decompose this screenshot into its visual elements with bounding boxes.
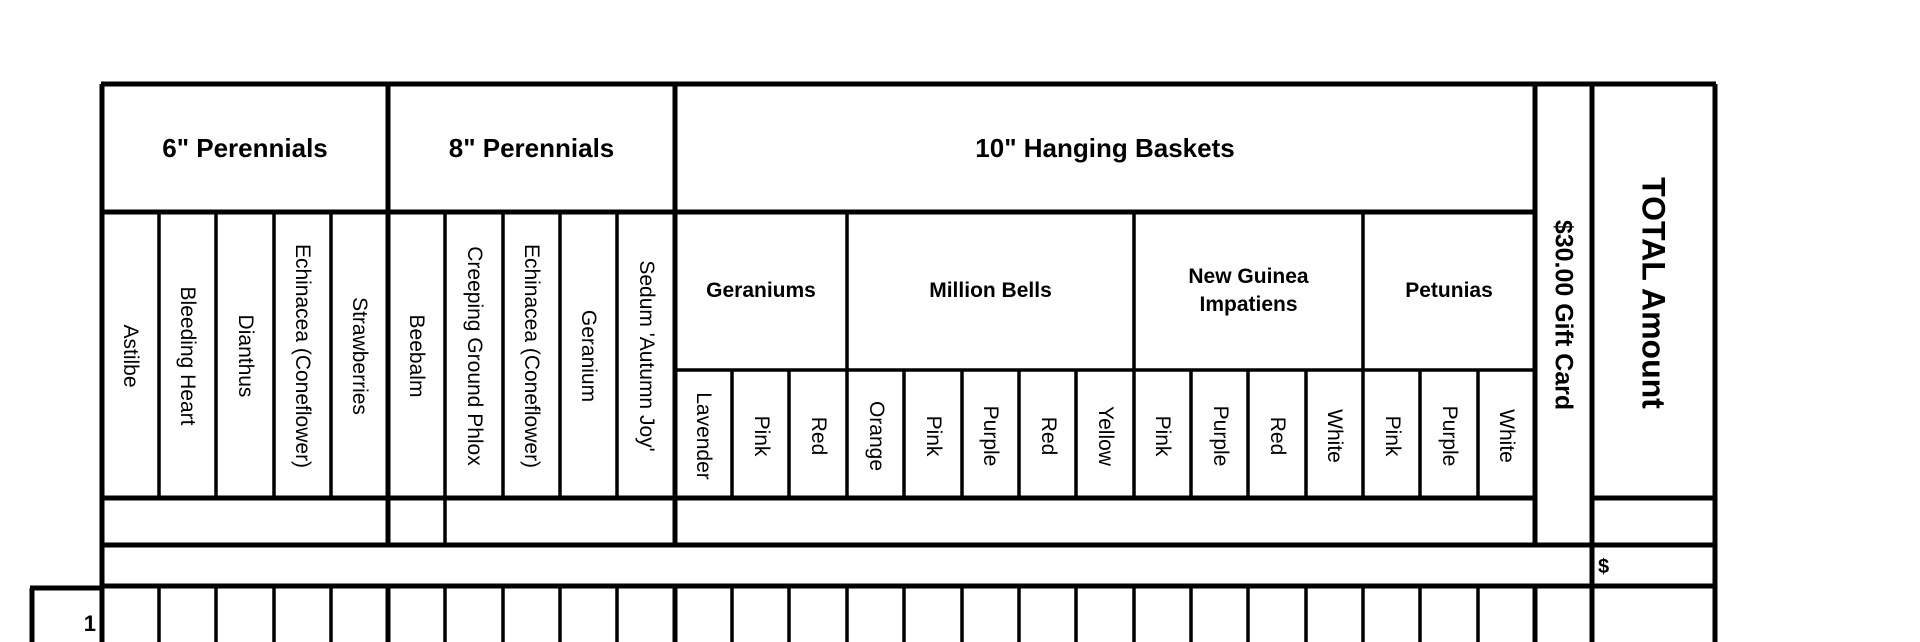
item-strawberries: Strawberries [348,297,371,415]
quantity-cell[interactable] [1423,590,1475,642]
quantity-cell[interactable] [506,590,557,642]
quantity-cell[interactable] [277,590,328,642]
color-impatiens-red: Red [1266,416,1289,456]
quantity-cell[interactable] [391,590,442,642]
quantity-cell[interactable] [105,590,156,642]
quantity-cell[interactable] [563,590,614,642]
item-echinacea-8in: Echinacea (Coneflower) [520,243,543,469]
quantity-cell[interactable] [334,590,385,642]
total-amount-cell[interactable] [1595,590,1712,642]
subgroup-geraniums: Geraniums [706,279,816,302]
subgroup-new-guinea-impatiens: New Guinea Impatiens [1188,265,1309,316]
quantity-cell[interactable] [448,590,500,642]
quantity-cell[interactable] [219,590,271,642]
quantity-cell[interactable] [678,590,729,642]
item-dianthus: Dianthus [234,314,257,398]
quantity-cell[interactable] [965,590,1016,642]
color-million-bells-purple: Purple [979,405,1002,467]
color-impatiens-white: White [1323,409,1346,463]
subgroup-million-bells: Million Bells [929,279,1052,302]
color-million-bells-yellow: Yellow [1094,406,1117,466]
quantity-cell[interactable] [907,590,959,642]
quantity-cell[interactable] [1366,590,1417,642]
item-bleeding-heart: Bleeding Heart [176,286,199,426]
group-title-hanging-baskets: 10" Hanging Baskets [975,132,1235,163]
group-title-8in-perennials: 8" Perennials [448,132,615,163]
item-astilbe: Astilbe [119,324,142,388]
quantity-cell[interactable] [1194,590,1245,642]
quantity-cell[interactable] [1538,590,1589,642]
group-title-6in-perennials: 6" Perennials [162,132,328,163]
row-number: 1 [83,611,96,636]
color-impatiens-pink: Pink [1151,415,1174,457]
quantity-cell[interactable] [850,590,901,642]
quantity-cell[interactable] [162,590,213,642]
item-beebalm: Beebalm [405,314,428,398]
total-amount-header: TOTAL Amount [1635,177,1672,409]
quantity-cell[interactable] [1309,590,1360,642]
quantity-cell[interactable] [1137,590,1188,642]
quantity-cell[interactable] [735,590,786,642]
quantity-cell[interactable] [1022,590,1073,642]
color-geraniums-lavender: Lavender [692,392,715,480]
item-creeping-ground-phlox: Creeping Ground Phlox [463,246,486,466]
color-geraniums-pink: Pink [750,415,773,457]
color-geraniums-red: Red [807,416,830,456]
quantity-cell[interactable] [1079,590,1131,642]
quantity-cell[interactable] [1481,590,1532,642]
total-dollar-sign: $ [1598,556,1610,578]
quantity-cell[interactable] [792,590,844,642]
color-petunias-pink: Pink [1381,415,1404,457]
color-million-bells-red: Red [1037,416,1060,456]
color-petunias-white: White [1495,409,1518,463]
color-impatiens-purple: Purple [1209,405,1232,467]
item-sedum-autumn-joy: Sedum 'Autumn Joy' [635,260,658,452]
subgroup-petunias: Petunias [1405,279,1493,302]
gift-card-header: $30.00 Gift Card [1549,219,1578,411]
quantity-cell[interactable] [620,590,672,642]
quantity-cell[interactable] [1251,590,1303,642]
color-million-bells-pink: Pink [922,415,945,457]
color-million-bells-orange: Orange [865,400,888,472]
item-geranium: Geranium [577,309,600,403]
item-echinacea-6in: Echinacea (Coneflower) [291,243,314,469]
color-petunias-purple: Purple [1438,405,1461,467]
